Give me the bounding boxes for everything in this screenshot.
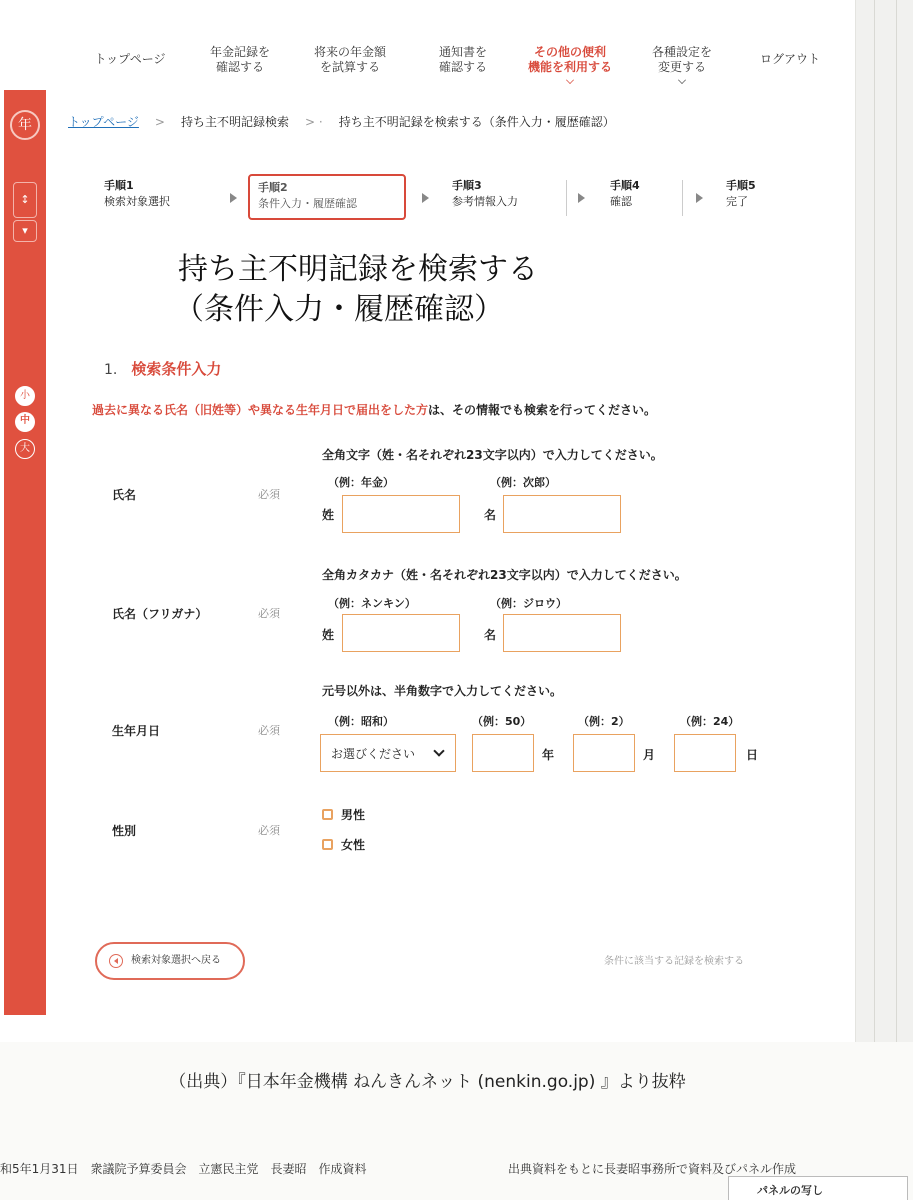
last-name-prefix: 姓: [322, 508, 335, 522]
step-2-current: 手順2 条件入力・履歴確認: [248, 174, 406, 220]
step-arrow-icon: [230, 193, 237, 203]
step-3: 手順3 参考情報入力: [452, 179, 518, 208]
chevron-down-icon: [433, 745, 444, 756]
back-to-target-button[interactable]: 検索対象選択へ戻る: [95, 942, 245, 980]
example-text: （例：50）: [472, 715, 532, 728]
kana-last-prefix: 姓: [322, 628, 335, 642]
nav-top-page[interactable]: トップページ: [94, 52, 166, 66]
step-arrow-icon: [578, 193, 585, 203]
search-button[interactable]: 条件に該当する記録を検索する: [604, 956, 744, 967]
kana-first-name-input[interactable]: [503, 614, 621, 652]
example-text: （例：24）: [680, 715, 740, 728]
example-text: （例：昭和）: [328, 715, 394, 728]
year-unit: 年: [542, 748, 555, 762]
pension-logo-icon: 年: [10, 110, 40, 140]
step-arrow-icon: [696, 193, 703, 203]
birth-hint: 元号以外は、半角数字で入力してください。: [322, 684, 563, 698]
page-title: 持ち主不明記録を検索する （条件入力・履歴確認）: [174, 252, 538, 327]
sidebar-toggle-button[interactable]: ↕: [13, 182, 37, 218]
kana-last-name-input[interactable]: [342, 614, 460, 652]
breadcrumb-separator: >: [154, 115, 165, 129]
day-unit: 日: [746, 748, 759, 762]
footer-left: 和5年1月31日 衆議院予算委員会 立憲民主党 長妻昭 作成資料: [0, 1162, 367, 1176]
top-navigation: [60, 40, 850, 90]
example-text: （例：2）: [578, 715, 630, 728]
month-unit: 月: [643, 748, 656, 762]
section-heading: 1. 検索条件入力: [104, 360, 222, 378]
font-size-medium-button[interactable]: 中: [15, 412, 35, 432]
footer-right: 出典資料をもとに長妻昭事務所で資料及びパネル作成: [508, 1162, 797, 1176]
side-bar: [4, 90, 46, 1015]
step-1: 手順1 検索対象選択: [104, 179, 170, 208]
example-text: （例：ジロウ）: [490, 597, 567, 610]
required-badge: 必須: [258, 607, 280, 620]
name-label: 氏名: [112, 488, 137, 502]
nav-settings[interactable]: 各種設定を 変更する: [632, 45, 732, 84]
radio-icon: [322, 809, 333, 820]
gender-male-radio[interactable]: 男性: [322, 806, 365, 823]
kana-label: 氏名（フリガナ）: [112, 607, 208, 621]
source-caption: （出典）『日本年金機構 ねんきんネット (nenkin.go.jp) 』より抜粋: [169, 1072, 686, 1092]
step-indicator: [96, 178, 796, 228]
first-name-prefix: 名: [484, 508, 497, 522]
era-select[interactable]: お選びください: [320, 734, 456, 772]
chevron-down-icon: [566, 76, 574, 84]
font-size-large-button[interactable]: 大: [15, 439, 35, 459]
required-badge: 必須: [258, 724, 280, 737]
nav-other-features[interactable]: その他の便利 機能を利用する: [520, 45, 620, 84]
step-arrow-icon: [422, 193, 429, 203]
search-notice: 過去に異なる氏名（旧姓等）や異なる生年月日で届出をした方は、その情報でも検索を行ってください。: [92, 403, 657, 417]
panel-copy-stamp: パネルの写し: [728, 1176, 908, 1200]
step-divider: [682, 180, 683, 216]
gender-label: 性別: [112, 824, 137, 838]
step-divider: [566, 180, 567, 216]
kana-hint: 全角カタカナ（姓・名それぞれ23文字以内）で入力してください。: [322, 568, 687, 582]
kana-first-prefix: 名: [484, 628, 497, 642]
required-badge: 必須: [258, 488, 280, 501]
breadcrumb-item[interactable]: 持ち主不明記録検索: [180, 115, 289, 129]
breadcrumb-current: 持ち主不明記録を検索する（条件入力・履歴確認）: [338, 115, 615, 129]
font-size-small-button[interactable]: 小: [15, 386, 35, 406]
step-5: 手順5 完了: [726, 179, 756, 208]
breadcrumb-separator: > ·: [305, 115, 323, 129]
last-name-input[interactable]: [342, 495, 460, 533]
back-arrow-icon: [109, 954, 123, 968]
example-text: （例：年金）: [328, 476, 394, 489]
required-badge: 必須: [258, 824, 280, 837]
chevron-down-icon: [678, 76, 686, 84]
birth-label: 生年月日: [112, 724, 161, 738]
breadcrumb: [68, 113, 615, 130]
example-text: （例：ネンキン）: [328, 597, 416, 610]
nav-pension-record[interactable]: 年金記録を 確認する: [209, 45, 270, 74]
birth-month-input[interactable]: [573, 734, 635, 772]
gender-female-radio[interactable]: 女性: [322, 836, 365, 853]
example-text: （例：次郎）: [490, 476, 556, 489]
first-name-input[interactable]: [503, 495, 621, 533]
birth-year-input[interactable]: [472, 734, 534, 772]
birth-day-input[interactable]: [674, 734, 736, 772]
page-edge: [855, 0, 913, 1042]
radio-icon: [322, 839, 333, 850]
nav-notices[interactable]: 通知書を 確認する: [438, 45, 487, 74]
sidebar-collapse-button[interactable]: ▾: [13, 220, 37, 242]
breadcrumb-home-link[interactable]: トップページ: [68, 115, 139, 129]
nav-logout[interactable]: ログアウト: [759, 52, 820, 66]
nav-estimate[interactable]: 将来の年金額 を試算する: [313, 45, 386, 74]
step-4: 手順4 確認: [610, 179, 640, 208]
name-hint: 全角文字（姓・名それぞれ23文字以内）で入力してください。: [322, 448, 663, 462]
